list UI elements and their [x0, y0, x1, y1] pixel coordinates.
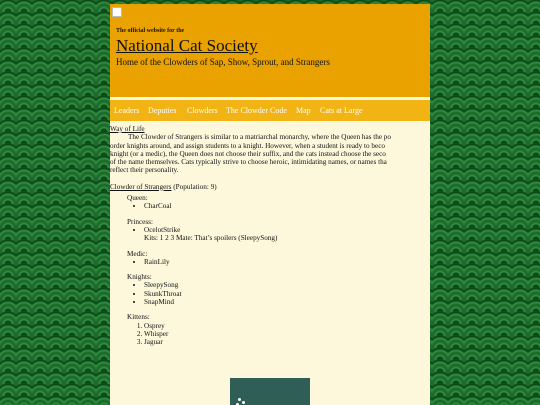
kittens-list	[110, 322, 430, 347]
way-of-life-line: reflect their personality.	[110, 166, 179, 175]
site-header	[110, 4, 430, 97]
way-of-life-line: The Clowder of Strangers is similar to a matriarchal monarchy, where the Queen has the po	[128, 133, 391, 142]
list-item: 3. Jaguar	[144, 338, 430, 346]
population-count: (Population: 9)	[171, 182, 217, 191]
site-title[interactable]: National Cat Society	[116, 36, 258, 55]
site-subtitle: Home of the Clowders of Sap, Show, Sprout, and Strangers	[116, 57, 330, 67]
clowder-heading	[110, 183, 430, 191]
kits-line: Kits: 1 2 3 Mate: That’s spoilers (SleepySong)	[144, 234, 278, 243]
paw-print-icon	[238, 398, 241, 401]
nav-link-clowders[interactable]: Clowders	[187, 106, 218, 115]
nav-link-map[interactable]: Map	[296, 106, 311, 115]
queen-list	[110, 202, 430, 210]
nav-link-clowder-code[interactable]: The Clowder Code	[226, 106, 287, 115]
knights-list	[110, 281, 430, 306]
list-item: • OcelotStrike	[144, 226, 430, 234]
list-item: • SleepySong	[144, 281, 430, 289]
nav-bar	[110, 100, 430, 121]
kittens-label: Kittens:	[127, 313, 150, 322]
list-item: • RainLily	[144, 258, 430, 266]
clowder-image	[230, 378, 310, 405]
way-of-life-line: of the name themselves. Cats typically strive to choose heroic, intimidating names, or names tha	[110, 158, 387, 167]
medic-list	[110, 258, 430, 266]
nav-link-deputies[interactable]: Deputies	[148, 106, 177, 115]
list-item: • CharCoal	[144, 202, 430, 210]
list-item: 2. Whisper	[144, 330, 430, 338]
paw-print-icon	[242, 401, 245, 404]
nav-link-cats-at-large[interactable]: Cats at Large	[320, 106, 363, 115]
princess-list	[110, 226, 430, 234]
way-of-life-link[interactable]: Way of Life	[110, 125, 145, 133]
page-column	[110, 4, 430, 405]
way-of-life-line: order knights around, and assign students to a knight. However, when a student is ready to beco	[110, 141, 385, 150]
medic-label: Medic:	[127, 249, 148, 258]
clowder-of-strangers-link[interactable]: Clowder of Strangers	[110, 182, 172, 191]
main-content	[110, 125, 430, 347]
knights-label: Knights:	[127, 273, 152, 282]
way-of-life-line: knight (or a medic), the Queen does not choose their suffix, and the cats instead choose the seco	[110, 149, 386, 158]
site-tagline: The official website for the	[116, 28, 185, 34]
queen-label: Queen:	[127, 194, 148, 203]
princess-label: Princess:	[127, 217, 153, 226]
broken-image-icon	[112, 7, 122, 17]
list-item: 1. Osprey	[144, 322, 430, 330]
list-item: • SkunkThroat	[144, 290, 430, 298]
list-item: • SnapMind	[144, 298, 430, 306]
nav-link-leaders[interactable]: Leaders	[114, 106, 140, 115]
